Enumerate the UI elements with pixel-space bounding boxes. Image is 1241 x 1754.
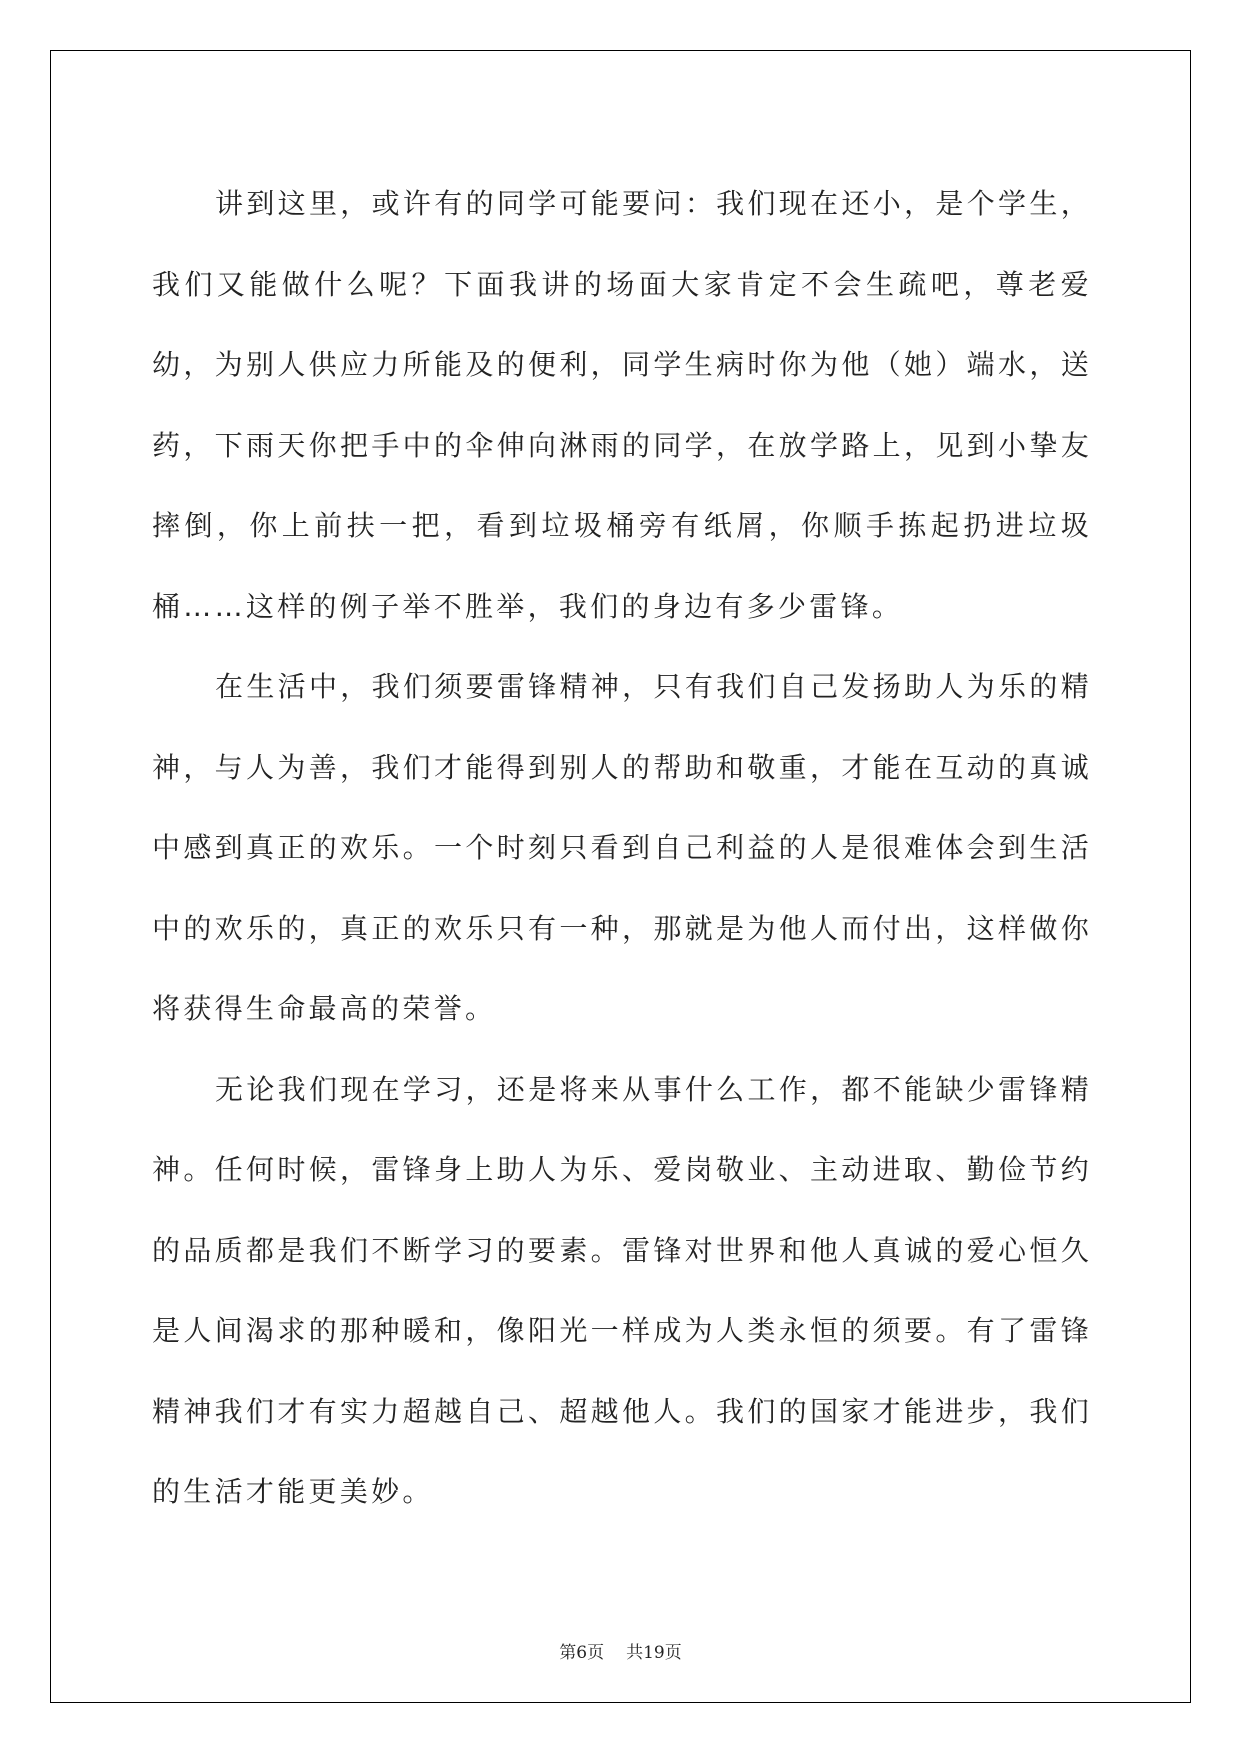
paragraph-1: 讲到这里，或许有的同学可能要问：我们现在还小，是个学生，我们又能做什么呢？下面我讲的场面大家肯定不会生疏吧，尊老爱幼，为别人供应力所能及的便利，同学生病时你为他（她）端水，送药，下雨天你把手中的伞伸向淋雨的同学，在放学路上，见到小挚友摔倒，你上前扶一把，看到垃圾桶旁有纸屑，你顺手拣起扔进垃圾桶……这样的例子举不胜举，我们的身边有多少雷锋。 [152,187,1092,623]
document-body [152,164,1092,1533]
page-number: 第6页 [559,1643,605,1663]
page-footer [0,1638,1241,1663]
page-total: 共19页 [626,1643,682,1663]
paragraph-3: 无论我们现在学习，还是将来从事什么工作，都不能缺少雷锋精神。任何时候，雷锋身上助人为乐、爱岗敬业、主动进取、勤俭节约的品质都是我们不断学习的要素。雷锋对世界和他人真诚的爱心恒久是人间渴求的那种暖和，像阳光一样成为人类永恒的须要。有了雷锋精神我们才有实力超越自己、超越他人。我们的国家才能进步，我们的生活才能更美妙。 [152,1072,1092,1508]
paragraph-2: 在生活中，我们须要雷锋精神，只有我们自己发扬助人为乐的精神，与人为善，我们才能得到别人的帮助和敬重，才能在互动的真诚中感到真正的欢乐。一个时刻只看到自己利益的人是很难体会到生活中的欢乐的，真正的欢乐只有一种，那就是为他人而付出，这样做你将获得生命最高的荣誉。 [152,670,1092,1025]
